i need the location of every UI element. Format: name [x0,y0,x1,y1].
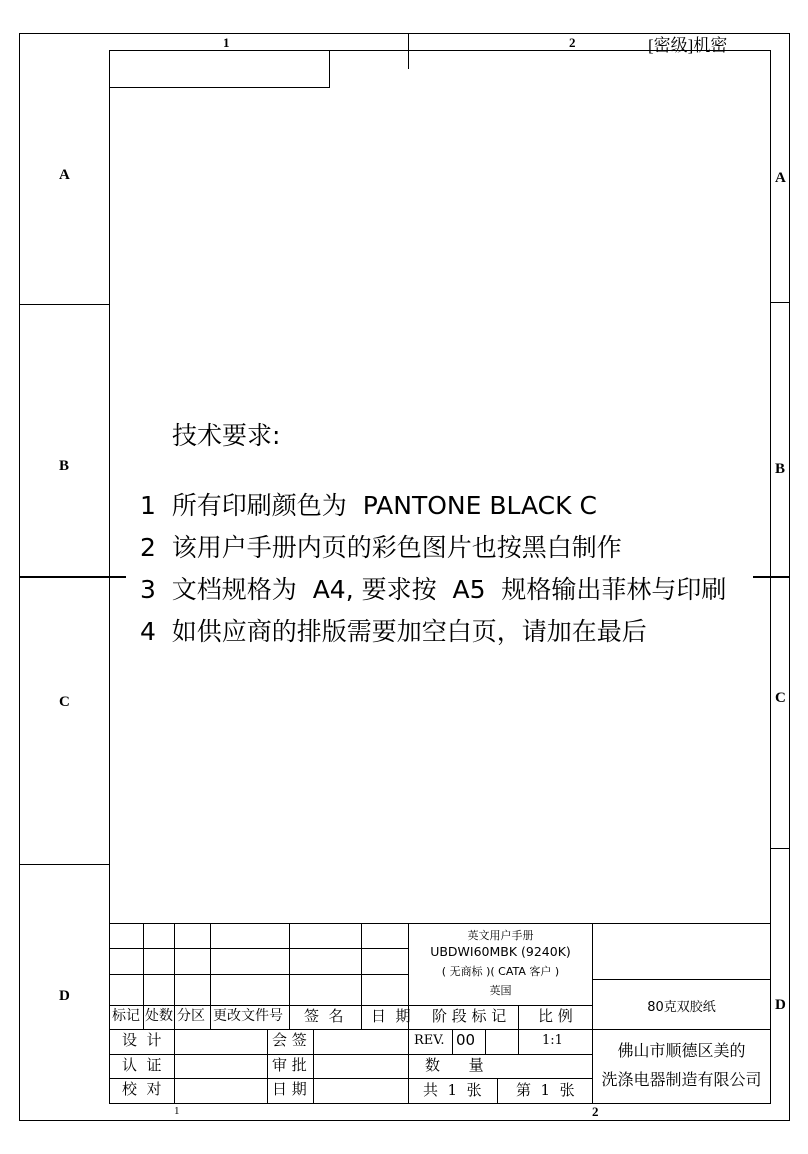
tb-hline-4 [109,1029,592,1030]
paper-spec: 80克双胶纸 [647,1000,716,1015]
requirement-item-2: 2 该用户手册内页的彩色图片也按黑白制作 [140,533,622,562]
outer-border-bottom [19,1120,790,1121]
center-mark-right [753,576,790,578]
row-countersign-label: 会 签 [272,1031,307,1049]
row-approve-label: 审 批 [272,1056,307,1074]
zone-letter-right-d: D [775,997,786,1013]
scale-value: 1:1 [542,1033,563,1048]
top-column-divider [408,33,409,69]
tb-hline-5 [109,1054,592,1055]
tb-hline-3 [109,1005,592,1006]
requirement-item-1: 1 所有印刷颜色为 PANTONE BLACK C [140,491,597,520]
zone-letter-right-b: B [775,461,786,477]
top-column-number-1: 1 [223,35,230,50]
row-certify-label: 认 证 [122,1056,162,1074]
doc-title-cn: 英文用户手册 [467,929,534,942]
tb-vline-a2 [174,1029,175,1104]
tb-vline-e [289,923,290,1030]
company-name-line2: 洗涤电器制造有限公司 [601,1070,762,1089]
header-zone: 分区 [177,1008,205,1024]
classification-label: [密级]机密 [648,36,728,55]
zone-letter-left-a: A [59,167,70,183]
tb-vline-c [210,923,211,1030]
tb-hline-6 [109,1078,592,1079]
header-signature: 签 名 [304,1007,344,1025]
tb-vline-a [143,923,144,1030]
label-box-bottom [109,87,330,88]
header-change-doc: 更改文件号 [213,1008,283,1024]
zone-letter-left-c: C [59,694,70,710]
doc-brand-customer: ( 无商标 )( CATA 客户 ) [441,965,560,978]
requirement-item-4: 4 如供应商的排版需要加空白页，请加在最后 [140,617,647,646]
label-box-right [329,50,330,88]
rev-label: REV. [414,1033,445,1048]
zone-letter-right-c: C [775,690,786,706]
requirement-item-3: 3 文档规格为 A4, 要求按 A5 规格输出菲林与印刷 [140,575,727,604]
tb-vline-d2 [267,1029,268,1104]
requirements-title: 技术要求: [172,421,281,450]
tb-hline-1 [109,948,409,949]
bottom-column-number-2: 2 [592,1104,599,1119]
header-date: 日 期 [371,1007,411,1025]
tb-hline-2 [109,974,409,975]
top-column-number-2: 2 [569,35,576,50]
tb-hline-paper-top [592,979,771,980]
right-zone-divider-ab [770,302,790,303]
row-design-label: 设 计 [122,1031,162,1049]
row-date-label: 日 期 [272,1080,307,1098]
rev-value: 00 [456,1031,476,1049]
header-mark: 标记 [112,1008,140,1024]
stage-label: 阶 段 标 记 [432,1007,507,1025]
doc-model-number: UBDWI60MBK (9240K) [430,944,571,959]
scale-label: 比 例 [538,1007,573,1025]
tb-vline-rev-b [485,1029,486,1055]
total-sheets: 共 1 张 [423,1081,482,1099]
row-check-label: 校 对 [122,1080,162,1098]
left-zone-divider-cd [19,864,110,865]
tb-vline-sheet [497,1078,498,1104]
quantity-label: 数 量 [425,1056,484,1074]
tb-vline-rev-a [452,1029,453,1055]
tb-hline-company-top [592,1029,771,1030]
tb-vline-stage [518,1005,519,1055]
tb-vline-b [174,923,175,1030]
tb-vline-e2 [313,1029,314,1104]
bottom-column-number-1: 1 [174,1105,180,1117]
zone-letter-left-d: D [59,988,70,1004]
left-zone-divider-ab [19,304,110,305]
center-mark-left [19,576,126,578]
header-count: 处数 [145,1008,173,1024]
zone-letter-right-a: A [775,170,786,186]
company-name-line1: 佛山市顺德区美的 [617,1041,746,1060]
doc-country: 英国 [489,984,512,997]
right-zone-divider-cd [770,848,790,849]
zone-letter-left-b: B [59,458,70,474]
inner-border-bottom [109,1103,771,1104]
tb-hline-top [109,923,771,924]
tb-vline-f [361,923,362,1030]
sheet-number: 第 1 张 [516,1081,575,1099]
